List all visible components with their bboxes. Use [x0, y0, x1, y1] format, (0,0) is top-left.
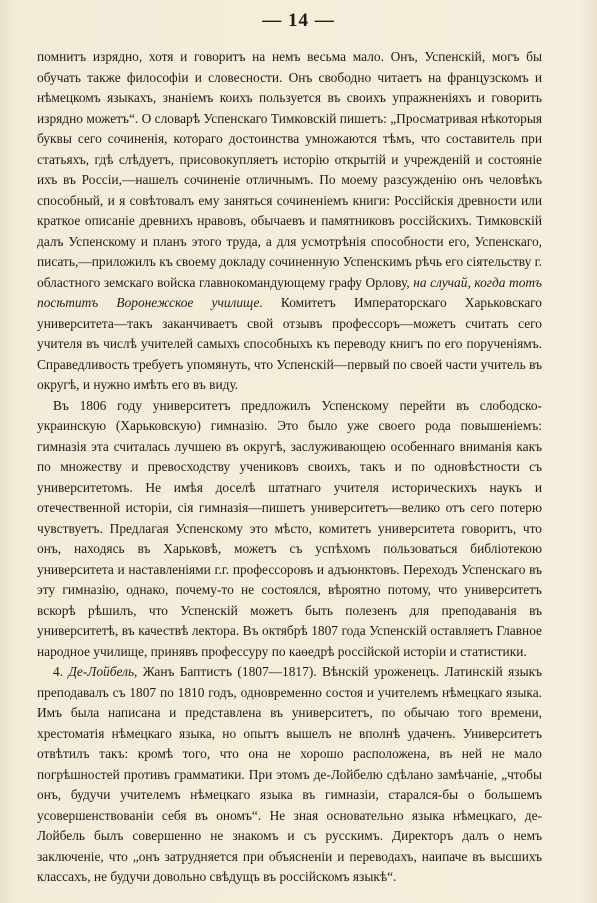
- page-number: — 14 —: [262, 10, 335, 31]
- paragraph-3: [37, 662, 542, 888]
- text-span: Комитетъ Императорскаго Харьковскаго университета—такъ заканчиваетъ свой отзывъ профессоръ—можетъ считать сего учителя въ числѣ учителей самыхъ способныхъ къ переводу книгъ по его порученіямъ. Справедливость требуетъ упомянуть, что Успенскій—первый по своей части учитель въ округѣ, и нужно имѣть его въ виду.: [37, 295, 542, 392]
- text-span: помнитъ изрядно, хотя и говоритъ на немъ весьма мало. Онъ, Успенскій, могъ бы обучать также философіи и словесности. Онъ свободно читаетъ на французскомъ и нѣмецкомъ языкахъ, знаніемъ коихъ пользуется въ своихъ упражненіяхъ и говорить изрядно можетъ“. О словарѣ Успенскаго Тимковскій пишетъ: „Просматривая нѣкоторыя буквы сего сочиненія, котораго достоинства умножаются тѣмъ, что составитель при статьяхъ, гдѣ слѣдуетъ, присовокупляетъ исторію открытій и учрежденій и состояніе ихъ въ Россіи,—нашелъ сочиненіе отличнымъ. По моему разсужденію онъ человѣкъ способный, и я совѣтовалъ ему заняться сочиненіемъ книги: Россійскія древности или краткое описаніе древнихъ нравовъ, обычаевъ и памятниковъ россійскихъ. Тимковскій далъ Успенскому и планъ этого труда, а для усмотрѣнія способности его, Успенскаго, писать,—приложилъ къ своему докладу сочиненную Успенскимъ рѣчь его сіятельству г. областного земскаго войска главнокомандующему графу Орлову,: [37, 49, 542, 290]
- text-span: Въ 1806 году университетъ предложилъ Успенскому перейти въ слободско-украинскую (Харьковскую) гимназію. Это было уже своего рода повышеніемъ: гимназія эта считалась лучшею въ округѣ, заслуживающею особеннаго вниманія какъ по множеству и превосходству учениковъ своихъ, такъ и по одновѣстности съ университетомъ. Не имѣя доселѣ штатнаго учителя историческихъ наукъ и отечественной исторіи, сія гимназія—пишетъ университетъ—велико отъ сего потерю чувствуетъ. Предлагая Успенскому это мѣсто, комитетъ университета говоритъ, что онъ, находясь въ Харьковѣ, можетъ съ успѣхомъ пользоваться библіотекою университета и наставленіями г.г. профессоровъ и адъюнктовъ. Переходъ Успенскаго въ эту гимназію, однако, почему-то не состоялся, вѣроятно потому, что университетъ вскорѣ рѣшилъ, что Успенскій можетъ быть полезенъ для преподаванія въ университетѣ, въ качествѣ лектора. Въ октябрѣ 1807 года Успенскій оставляетъ Главное народное училище, принявъ профессуру по каѳедрѣ россійской исторіи и статистики.: [37, 397, 542, 659]
- paragraph-2: [37, 396, 542, 663]
- paragraph-1: [37, 47, 542, 396]
- text-span: 4.: [53, 664, 69, 679]
- text-span: Жанъ Баптистъ (1807—1817). Вѣнскій уроженецъ. Латинскій языкъ преподавалъ съ 1807 по 1810 годъ, одновременно состоя и учителемъ нѣмецкаго языка. Имъ была написана и представлена въ университетъ, по обычаю того времени, хрестоматія нѣмецкаго языка, но опытъ вышелъ не вполнѣ удаченъ. Университетъ отвѣтилъ такъ: кромѣ того, что она не хорошо расположена, въ ней не мало погрѣшностей противъ грамматики. При этомъ де-Лойбелю сдѣлано замѣчаніе, „чтобы онъ, будучи учителемъ нѣмецкаго языка въ гимназіи, старался-бы о большемъ усовершенствованіи себя въ ономъ“. Не зная основательно языка нѣмецкаго, де-Лойбель былъ совершенно не знакомъ и съ русскимъ. Директоръ далъ о немъ заключеніе, что „онъ затрудняется при объясненіи и переводахъ, наипаче въ высшихъ классахъ, не будучи довольно свѣдущъ въ россійскомъ языкѣ“.: [37, 664, 543, 884]
- body-text: [37, 47, 542, 888]
- italic-text-span: на случай, когда тотъ посѣтитъ Воронежское училище.: [37, 274, 543, 310]
- italic-text-span: Де-Лойбель,: [68, 664, 138, 679]
